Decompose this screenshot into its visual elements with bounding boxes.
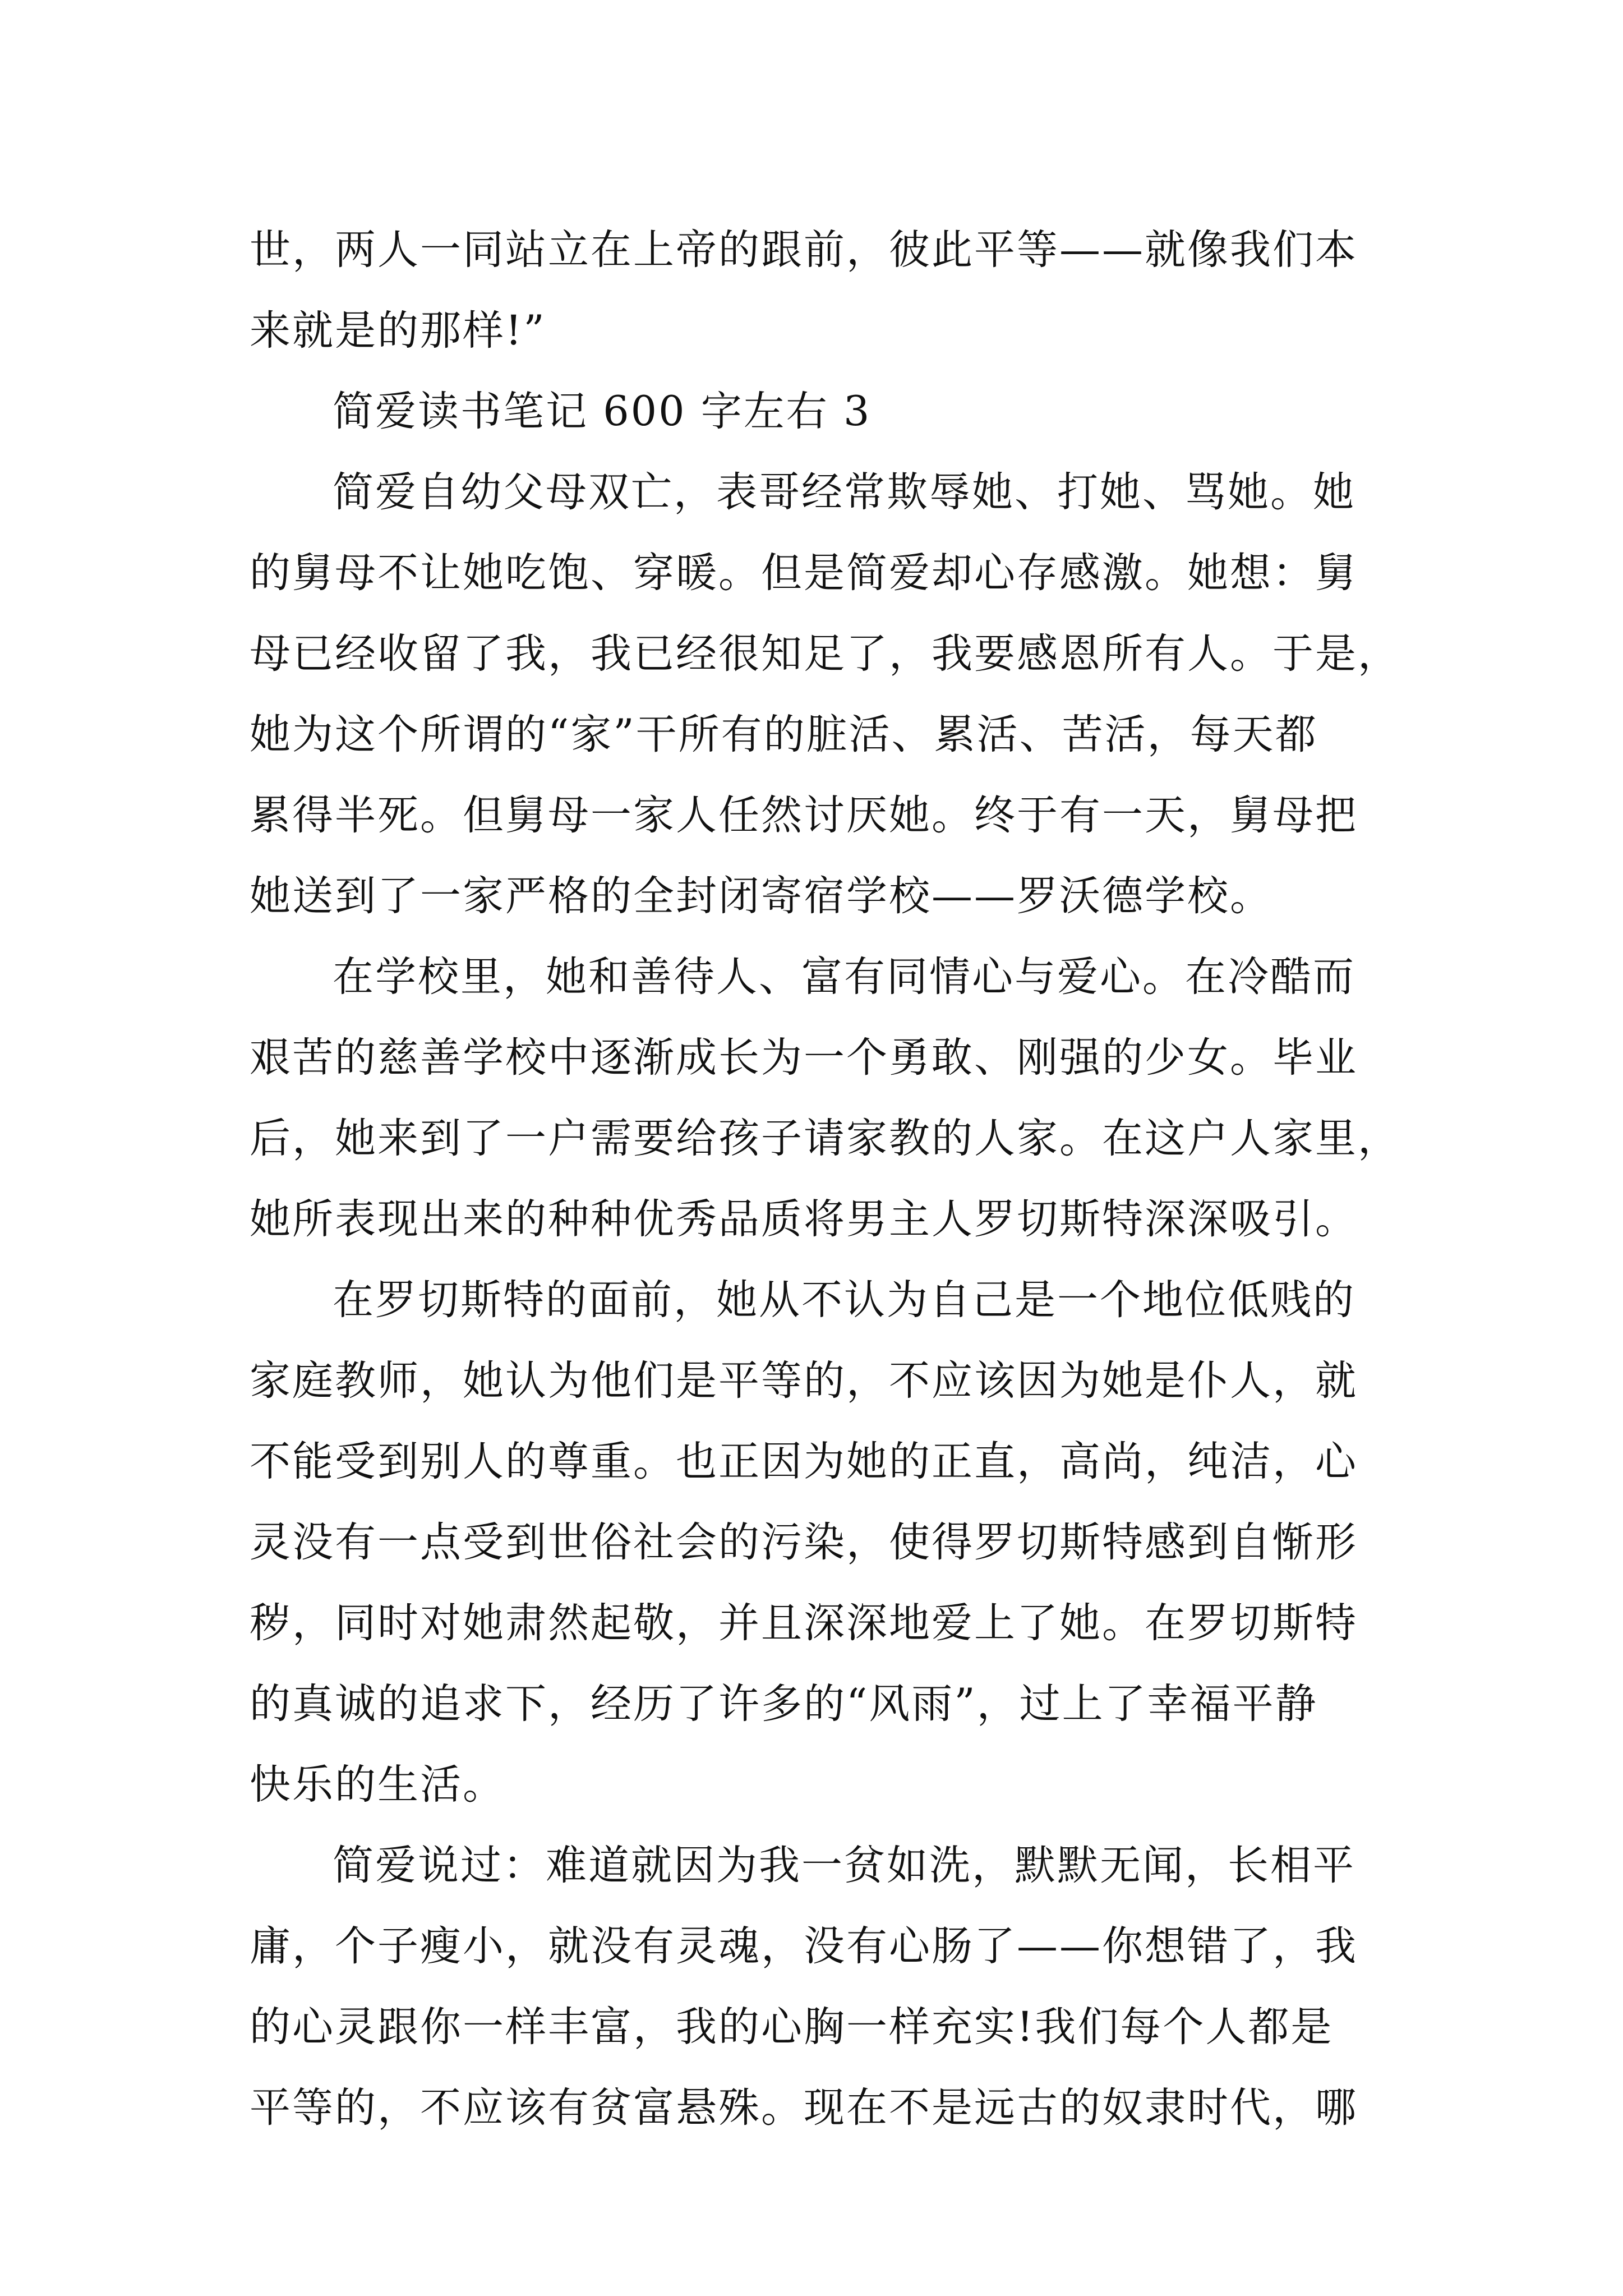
text-line: 来就是的那样!”	[250, 307, 546, 355]
text-line: 灵没有一点受到世俗社会的污染，使得罗切斯特感到自惭形	[250, 1519, 1358, 1566]
text-line: 平等的，不应该有贫富悬殊。现在不是远古的奴隶时代，哪	[250, 2084, 1358, 2132]
text-line: 的心灵跟你一样丰富，我的心胸一样充实!我们每个人都是	[250, 2003, 1334, 2051]
text-line: 她所表现出来的种种优秀品质将男主人罗切斯特深深吸引。	[250, 1195, 1358, 1243]
text-line: 累得半死。但舅母一家人任然讨厌她。终于有一天，舅母把	[250, 792, 1358, 839]
text-line: 简爱自幼父母双亡，表哥经常欺辱她、打她、骂她。她	[333, 468, 1355, 516]
text-line: 的舅母不让她吃饱、穿暖。但是简爱却心存感激。她想：舅	[250, 549, 1358, 597]
section-heading: 简爱读书笔记 600 字左右 3	[333, 388, 872, 435]
text-line: 简爱说过：难道就因为我一贫如洗，默默无闻，长相平	[333, 1842, 1355, 1889]
text-line: 她送到了一家严格的全封闭寄宿学校——罗沃德学校。	[250, 872, 1272, 920]
text-line: 母已经收留了我，我已经很知足了，我要感恩所有人。于是，	[250, 630, 1400, 678]
document-body	[250, 210, 1400, 2148]
text-line: 快乐的生活。	[250, 1761, 505, 1809]
text-line: 庸，个子瘦小，就没有灵魂，没有心肠了——你想错了，我	[250, 1922, 1358, 1970]
text-line: 艰苦的慈善学校中逐渐成长为一个勇敢、刚强的少女。毕业	[250, 1034, 1358, 1082]
text-line: 的真诚的追求下，经历了许多的“风雨”，过上了幸福平静	[250, 1680, 1318, 1728]
text-line: 在罗切斯特的面前，她从不认为自己是一个地位低贱的	[333, 1276, 1355, 1324]
text-line: 她为这个所谓的“家”干所有的脏活、累活、苦活，每天都	[250, 711, 1318, 758]
text-line: 不能受到别人的尊重。也正因为她的正直，高尚，纯洁，心	[250, 1438, 1358, 1485]
text-line: 后，她来到了一户需要给孩子请家教的人家。在这户人家里，	[250, 1115, 1400, 1162]
text-line: 在学校里，她和善待人、富有同情心与爱心。在冷酷而	[333, 953, 1355, 1001]
text-line: 秽，同时对她肃然起敬，并且深深地爱上了她。在罗切斯特	[250, 1599, 1358, 1647]
text-line: 家庭教师，她认为他们是平等的，不应该因为她是仆人，就	[250, 1357, 1358, 1405]
text-line: 世，两人一同站立在上帝的跟前，彼此平等——就像我们本	[250, 226, 1358, 274]
